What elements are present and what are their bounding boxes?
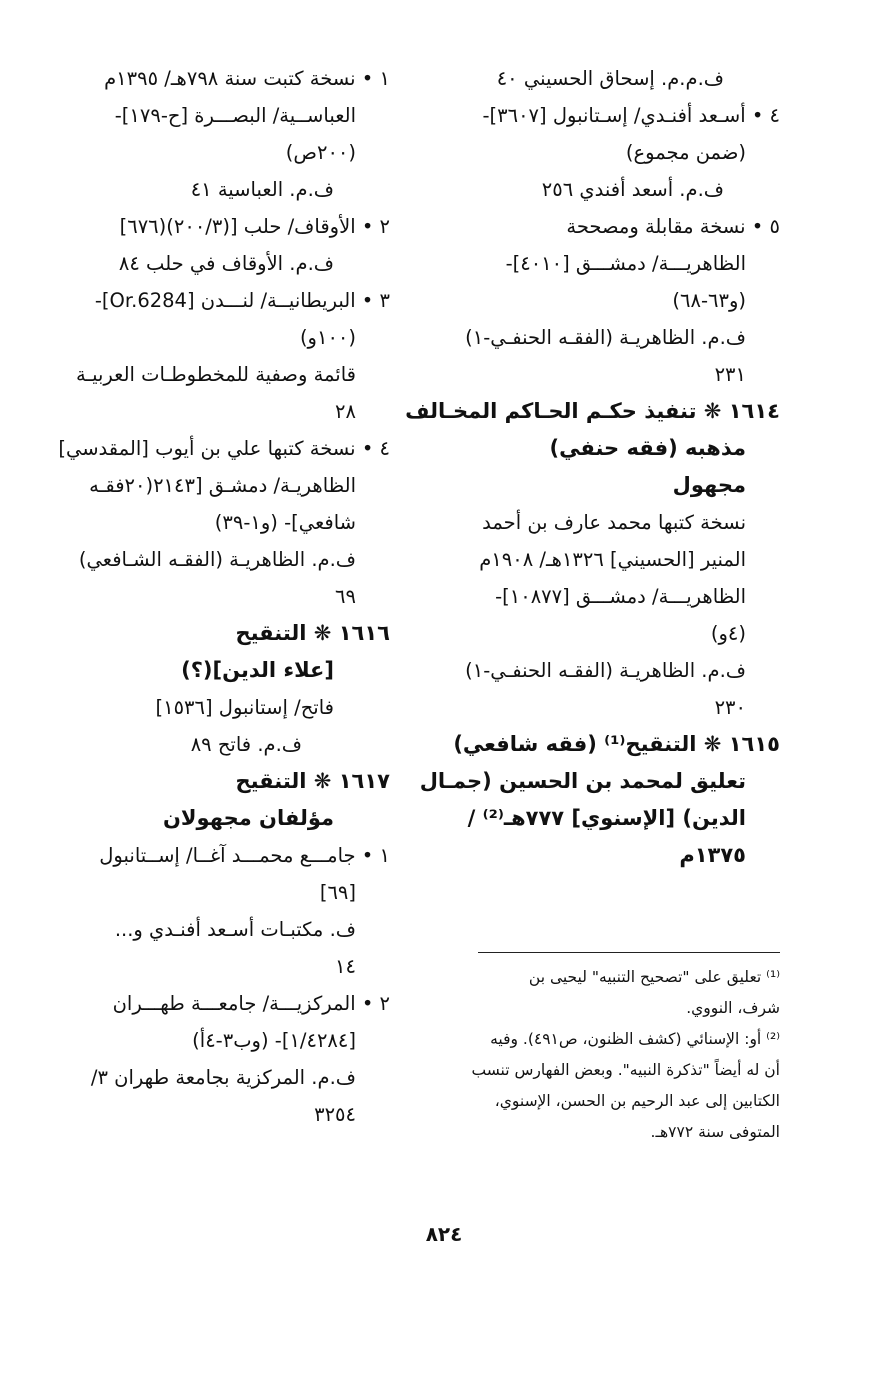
text-line: (١٠٠و) xyxy=(299,326,356,349)
text-line: الظاهريـــة/ دمشـــق [١٠٨٧٧]- xyxy=(495,585,746,608)
footnote-line: الكتابين إلى عبد الرحيم بن الحسن، الإسنوي، xyxy=(494,1092,780,1110)
footnotes xyxy=(446,962,780,1148)
text-line: ١ • نسخة كتبت سنة ٧٩٨هـ/ ١٣٩٥م xyxy=(104,67,390,90)
text-line: ف.م. العباسية ٤١ xyxy=(190,178,334,201)
text-line: ف.م. الظاهريـة (الفقـه الحنفـي-١) xyxy=(465,659,746,682)
entry-heading-line: مؤلفان مجهولان xyxy=(162,806,334,830)
text-line: ٥ • نسخة مقابلة ومصححة xyxy=(566,215,780,238)
text-line: [٦٩] xyxy=(319,881,356,904)
footnote-line: المتوفى سنة ٧٧٢هـ. xyxy=(650,1123,780,1141)
text-line: ف.م. أسعد أفندي ٢٥٦ xyxy=(541,178,724,201)
footnote-line: ⁽²⁾ أو: الإسنائي (كشف الظنون، ص٤٩١). وفيه xyxy=(490,1030,780,1048)
text-line: الظاهريـة/ دمشـق [٢١٤٣(٢٠فقـه xyxy=(89,474,356,497)
entry-heading-line: تعليق لمحمد بن الحسين (جمـال xyxy=(419,769,746,793)
footnote-line: شرف، النووي. xyxy=(686,999,780,1017)
page-number: ٨٢٤ xyxy=(425,1222,463,1246)
text-line: (ضمن مجموع) xyxy=(625,141,746,164)
entry-heading-line: ١٦١٤ ❋ تنفيذ حكـم الحـاكم المخـالف xyxy=(405,399,780,423)
text-line: ٢ • المركزيـــة/ جامعـــة طهـــران xyxy=(112,992,390,1015)
text-line: ف.م. الظاهريـة (الفقـه الحنفـي-١) xyxy=(465,326,746,349)
text-line: ٣ • البريطانيــة/ لنـــدن [Or.6284]- xyxy=(94,289,390,312)
entry-heading-line: [علاء الدين](؟) xyxy=(181,658,334,682)
footnote-line: أن له أيضاً "تذكرة النبيه". وبعض الفهارس تنسب xyxy=(471,1061,780,1079)
text-line: ف.م.م. إسحاق الحسيني ٤٠ xyxy=(496,67,724,90)
text-line: [١/٤٢٨٤]- (وب٣-٤أ) xyxy=(192,1029,356,1052)
text-line: ف.م. فاتح ٨٩ xyxy=(190,733,302,756)
text-line: العباســية/ البصـــرة [ح-١٧٩]- xyxy=(114,104,356,127)
entry-heading-line: الدين) [الإسنوي] ٧٧٧هـ⁽²⁾ / xyxy=(467,806,746,830)
text-line: ٢٨ xyxy=(335,400,356,423)
text-line: ٢٣٠ xyxy=(714,696,746,719)
entry-heading-line: ١٦١٧ ❋ التنقيح xyxy=(235,769,390,793)
entry-heading-line: ١٣٧٥م xyxy=(679,843,746,867)
text-line: ١٤ xyxy=(335,955,356,978)
text-line: ف.م. الظاهريـة (الفقـه الشـافعي) xyxy=(78,548,356,571)
text-line: شافعي]- (و١-٣٩) xyxy=(214,511,356,534)
text-line: (و٦٣-٦٨) xyxy=(672,289,746,312)
text-line: (٢٠٠ص) xyxy=(285,141,356,164)
text-line: ٦٩ xyxy=(335,585,356,608)
text-line: الظاهريـــة/ دمشـــق [٤٠١٠]- xyxy=(505,252,746,275)
left-column xyxy=(56,60,390,1133)
text-line: فاتح/ إستانبول [١٥٣٦] xyxy=(155,696,334,719)
entry-heading-line: ١٦١٥ ❋ التنقيح⁽¹⁾ (فقه شافعي) xyxy=(453,732,780,756)
text-line: (٤و) xyxy=(710,622,746,645)
entry-heading-line: مجهول xyxy=(672,473,746,497)
footnote-divider xyxy=(478,952,780,953)
text-line: ف.م. الأوقاف في حلب ٨٤ xyxy=(118,252,334,275)
footnote-line: ⁽¹⁾ تعليق على "تصحيح التنبيه" ليحيى بن xyxy=(528,968,780,986)
text-line: ف.م. المركزية بجامعة طهران ٣/ xyxy=(90,1066,356,1089)
text-line: قائمة وصفية للمخطوطـات العربيـة xyxy=(75,363,356,386)
text-line: نسخة كتبها محمد عارف بن أحمد xyxy=(482,511,746,534)
entry-heading-line: مذهبه (فقه حنفي) xyxy=(549,436,746,460)
text-line: ف. مكتبـات أسـعد أفنـدي و... xyxy=(114,918,356,941)
text-line: المنير [الحسيني] ١٣٢٦هـ/ ١٩٠٨م xyxy=(479,548,746,571)
text-line: ٣٢٥٤ xyxy=(314,1103,356,1126)
text-line: ٤ • نسخة كتبها علي بن أيوب [المقدسي] xyxy=(58,437,390,460)
right-column xyxy=(405,60,780,874)
text-line: ٤ • أسـعد أفنـدي/ إسـتانبول [٣٦٠٧]- xyxy=(482,104,780,127)
text-line: ٢٣١ xyxy=(714,363,746,386)
text-line: ٢ • الأوقاف/ حلب [(٢٠٠/٣)(٦٧٦] xyxy=(119,215,390,238)
text-line: ١ • جامـــع محمـــد آغــا/ إســتانبول xyxy=(99,844,390,867)
entry-heading-line: ١٦١٦ ❋ التنقيح xyxy=(235,621,390,645)
